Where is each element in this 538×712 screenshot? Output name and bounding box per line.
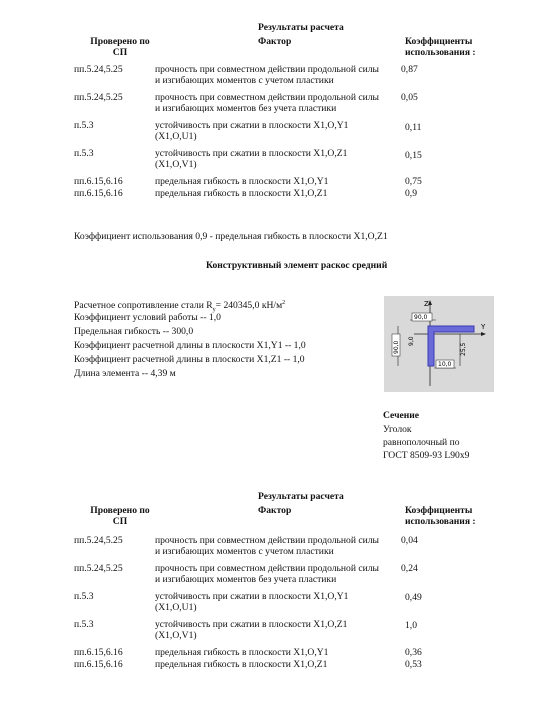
- table2-col-factor: Фактор: [258, 505, 292, 516]
- param-len-coef-z: Коэффициент расчетной длины в плоскости X1,Z1 -- 1,0: [74, 354, 305, 365]
- table2-row-sp: пп.6.15,6.16: [74, 647, 123, 658]
- table1-row-sp: пп.5.24,5.25: [74, 92, 123, 103]
- table2-row-factor: прочность при совместном действии продольной силы и изгибающих моментов без учета пластики: [155, 563, 379, 585]
- table1-row-factor: предельная гибкость в плоскости X1,O,Y1: [155, 176, 329, 187]
- table1-row-coef: 0,11: [405, 122, 422, 133]
- section-diagram-svg: [384, 296, 494, 392]
- table1-row-factor: устойчивость при сжатии в плоскости X1,O,Z1 (X1,O,V1): [155, 148, 348, 170]
- section-diagram: [384, 296, 494, 392]
- section-title: Сечение: [383, 410, 420, 421]
- table1-col-check: Проверено по СП: [90, 36, 150, 58]
- table1-row-coef: 0,87: [401, 64, 418, 75]
- table1-row-sp: п.5.3: [74, 120, 94, 131]
- param-resistance-value: = 240345,0 кН/м: [215, 300, 283, 312]
- table2-row-coef: 0,49: [405, 592, 422, 603]
- table2-row-sp: пп.5.24,5.25: [74, 563, 123, 574]
- table1-row-factor: прочность при совместном действии продольной силы и изгибающих моментов без учета пластики: [155, 92, 379, 114]
- axis-y-label: Y: [481, 323, 486, 331]
- table2-row-sp: пп.5.24,5.25: [74, 535, 123, 546]
- table2-row-factor: предельная гибкость в плоскости X1,O,Z1: [155, 659, 328, 670]
- element-title: Конструктивный элемент раскос средний: [206, 260, 388, 271]
- table1-row-sp: пп.6.15,6.16: [74, 188, 123, 199]
- table2-row-coef: 0,36: [405, 647, 422, 658]
- dim-bottom-label: 10,0: [438, 361, 452, 368]
- table2-row-factor: предельная гибкость в плоскости X1,O,Y1: [155, 647, 329, 658]
- dim-top-label: 90,0: [414, 314, 428, 321]
- table1-row-coef: 0,15: [405, 150, 422, 161]
- param-resistance-sub: y: [212, 307, 216, 314]
- table1-title: Результаты расчета: [258, 22, 344, 33]
- axis-z-label: Z: [424, 300, 429, 308]
- table1-col-coef: Коэффициенты использования :: [405, 36, 476, 58]
- table1-row-coef: 0,05: [401, 92, 418, 103]
- param-slenderness: Предельная гибкость -- 300,0: [74, 326, 194, 337]
- table2-row-sp: п.5.3: [74, 591, 94, 602]
- dim-left-label: 90,0: [393, 340, 400, 354]
- table1-row-factor: прочность при совместном действии продольной силы и изгибающих моментов с учетом пластики: [155, 64, 379, 86]
- param-len-coef-y: Коэффициент расчетной длины в плоскости X1,Y1 -- 1,0: [74, 340, 306, 351]
- param-resistance-sup: 2: [282, 300, 286, 306]
- dim-right-label: 25,5: [460, 342, 467, 356]
- table2-row-sp: п.5.3: [74, 619, 94, 630]
- summary-text: Коэффициент использования 0,9 - предельная гибкость в плоскости X1,O,Z1: [74, 231, 388, 242]
- section-line2: равнополочный по: [383, 437, 460, 448]
- table2-row-factor: устойчивость при сжатии в плоскости X1,O,Z1 (X1,O,V1): [155, 619, 348, 641]
- table2-row-factor: устойчивость при сжатии в плоскости X1,O,Y1 (X1,O,U1): [155, 591, 349, 613]
- table2-row-coef: 0,24: [401, 563, 418, 574]
- table1-row-sp: п.5.3: [74, 148, 94, 159]
- table1-row-coef: 0,9: [405, 188, 417, 199]
- table1-col-factor: Фактор: [258, 36, 292, 47]
- table2-col-coef: Коэффициенты использования :: [405, 505, 476, 527]
- param-work-coef: Коэффициент условий работы -- 1,0: [74, 312, 221, 323]
- table2-row-factor: прочность при совместном действии продольной силы и изгибающих моментов с учетом пластики: [155, 535, 379, 557]
- table1-row-factor: устойчивость при сжатии в плоскости X1,O,Y1 (X1,O,U1): [155, 120, 349, 142]
- table2-title: Результаты расчета: [258, 491, 344, 502]
- table2-col-check: Проверено по СП: [90, 505, 150, 527]
- table1-row-sp: пп.6.15,6.16: [74, 176, 123, 187]
- section-line1: Уголок: [383, 424, 412, 435]
- table2-row-coef: 1,0: [405, 620, 417, 631]
- table2-row-coef: 0,04: [401, 535, 418, 546]
- section-line3: ГОСТ 8509-93 L90x9: [383, 450, 470, 461]
- table1-row-sp: пп.5.24,5.25: [74, 64, 123, 75]
- y-axis-arrow: [481, 332, 486, 336]
- dim-web-label: 9,0: [408, 336, 415, 346]
- table1-row-factor: предельная гибкость в плоскости X1,O,Z1: [155, 188, 328, 199]
- table2-row-coef: 0,53: [405, 659, 422, 670]
- table2-row-sp: пп.6.15,6.16: [74, 659, 123, 670]
- table1-row-coef: 0,75: [405, 176, 422, 187]
- param-resistance-prefix: Расчетное сопротивление стали R: [74, 300, 213, 312]
- param-length: Длина элемента -- 4,39 м: [74, 368, 176, 379]
